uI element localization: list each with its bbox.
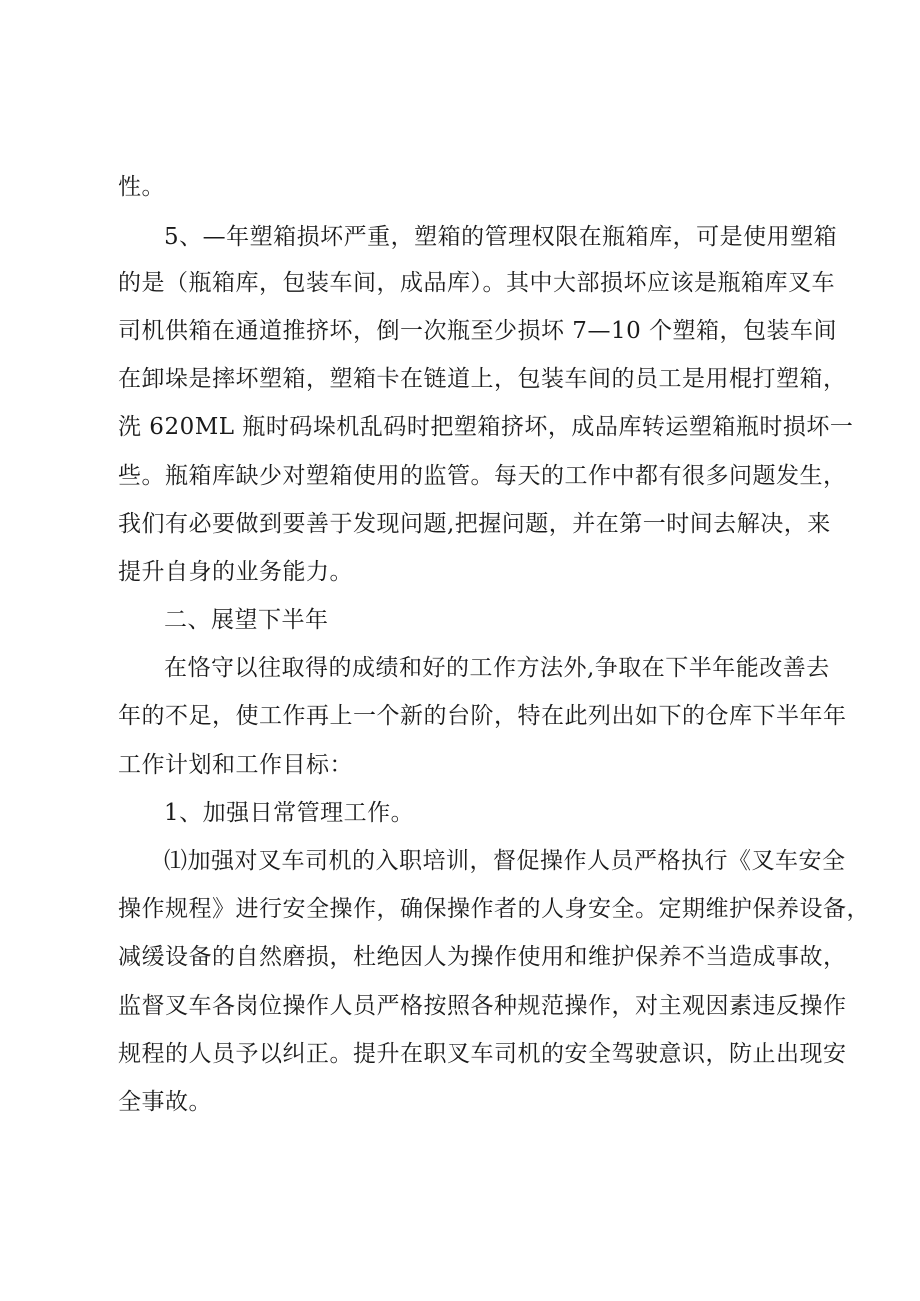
paragraph-line-6: 洗 620ML 瓶时码垛机乱码时把塑箱挤坏，成品库转运塑箱瓶时损坏一: [118, 414, 854, 440]
paragraph-line-12: 年的不足，使工作再上一个新的台阶，特在此列出如下的仓库下半年年: [118, 703, 847, 729]
paragraph-line-18: 监督叉车各岗位操作人员严格按照各种规范操作，对主观因素违反操作: [118, 993, 847, 1019]
paragraph-line-20: 全事故。: [118, 1089, 212, 1115]
paragraph-line-13: 工作计划和工作目标：: [118, 752, 353, 778]
paragraph-line-1: 性。: [118, 174, 165, 200]
paragraph-line-9: 提升自身的业务能力。: [118, 559, 353, 585]
paragraph-line-17: 减缓设备的自然磨损，杜绝因人为操作使用和维护保养不当造成事故，: [118, 944, 847, 970]
paragraph-line-7: 些。瓶箱库缺少对塑箱使用的监管。每天的工作中都有很多问题发生，: [118, 463, 847, 489]
paragraph-line-11: 在恪守以往取得的成绩和好的工作方法外,争取在下半年能改善去: [164, 655, 830, 681]
subsection-heading: 1、加强日常管理工作。: [164, 800, 415, 826]
paragraph-line-4: 司机供箱在通道推挤坏，倒一次瓶至少损坏 7—10 个塑箱，包装车间: [118, 318, 838, 344]
section-heading: 二、展望下半年: [164, 607, 329, 633]
paragraph-line-8: 我们有必要做到要善于发现问题,把握问题，并在第一时间去解决，来: [118, 511, 831, 537]
paragraph-line-15: ⑴加强对叉车司机的入职培训，督促操作人员严格执行《叉车安全: [164, 848, 846, 874]
paragraph-line-2: 5、—年塑箱损坏严重，塑箱的管理权限在瓶箱库，可是使用塑箱: [164, 224, 838, 250]
paragraph-line-5: 在卸垛是摔坏塑箱，塑箱卡在链道上，包装车间的员工是用棍打塑箱，: [118, 366, 847, 392]
paragraph-line-19: 规程的人员予以纠正。提升在职叉车司机的安全驾驶意识，防止出现安: [118, 1041, 847, 1067]
paragraph-line-3: 的是（瓶箱库，包装车间，成品库）。其中大部损坏应该是瓶箱库叉车: [118, 270, 835, 296]
paragraph-line-16: 操作规程》进行安全操作，确保操作者的人身安全。定期维护保养设备，: [118, 896, 870, 922]
